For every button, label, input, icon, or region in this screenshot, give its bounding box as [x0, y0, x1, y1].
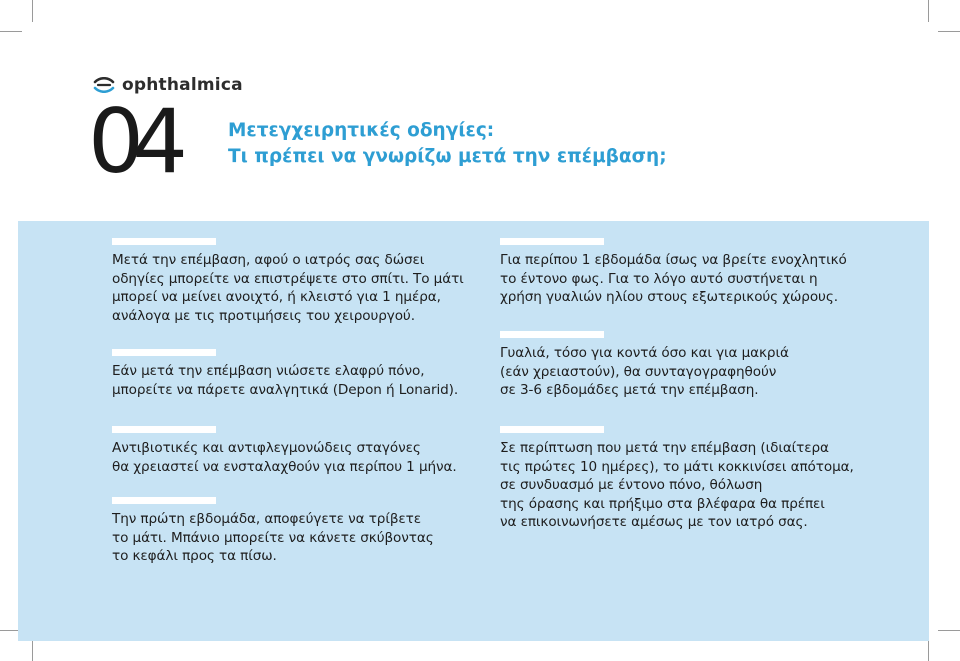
divider-bar	[112, 497, 216, 504]
brand-name: ophthalmica	[122, 75, 243, 95]
instruction-text: Μετά την επέμβαση, αφού ο ιατρός σας δώσει οδηγίες μπορείτε να επιστρέψετε στο σπίτι. Το μάτι μπορεί να μείνει ανοιχτό, ή κλειστό για 1 ημέρα, ανάλογα με τις προτιμήσεις του χειρουργού.	[112, 252, 464, 324]
title-line-2: Τι πρέπει να γνωρίζω μετά την επέμβαση;	[228, 146, 667, 167]
crop-mark	[32, 0, 33, 22]
instruction-item	[500, 331, 880, 400]
title-line-1: Μετεγχειρητικές οδηγίες:	[228, 120, 495, 141]
instruction-text: Σε περίπτωση που μετά την επέμβαση (ιδιαίτερα τις πρώτες 10 ημέρες), το μάτι κοκκινίσει απότομα, σε συνδυασμό με έντονο πόνο, θόλωση της όρασης και πρήξιμο στα βλέφαρα θα πρέπει να επικοινωνήσετε αμέσως με τον ιατρό σας.	[500, 440, 854, 531]
crop-mark	[32, 639, 33, 661]
divider-bar	[112, 426, 216, 433]
instruction-item	[112, 349, 492, 399]
instruction-item	[500, 426, 880, 532]
crop-mark	[928, 639, 929, 661]
crop-mark	[938, 31, 960, 32]
instruction-text: Εάν μετά την επέμβαση νιώσετε ελαφρύ πόνο, μπορείτε να πάρετε αναλγητικά (Depon ή Lonarid).	[112, 363, 459, 398]
instruction-text: Γυαλιά, τόσο για κοντά όσο και για μακριά (εάν χρειαστούν), θα συνταγογραφηθούν σε 3-6 εβδομάδες μετά την επέμβαση.	[500, 345, 789, 399]
instruction-item	[112, 426, 492, 476]
instruction-item	[112, 238, 492, 325]
page-title	[228, 118, 667, 170]
divider-bar	[500, 331, 604, 338]
instruction-item	[500, 238, 880, 307]
crop-mark	[928, 0, 929, 22]
section-number: 04	[88, 90, 176, 193]
crop-mark	[0, 31, 22, 32]
instruction-text: Για περίπου 1 εβδομάδα ίσως να βρείτε ενοχλητικό το έντονο φως. Για το λόγο αυτό συστήνεται η χρήση γυαλιών ηλίου στους εξωτερικούς χώρους.	[500, 252, 847, 306]
divider-bar	[112, 238, 216, 245]
divider-bar	[500, 426, 604, 433]
divider-bar	[112, 349, 216, 356]
instruction-text: Την πρώτη εβδομάδα, αποφεύγετε να τρίβετε το μάτι. Μπάνιο μπορείτε να κάνετε σκύβοντας το κεφάλι προς τα πίσω.	[112, 511, 434, 565]
crop-mark	[938, 630, 960, 631]
divider-bar	[500, 238, 604, 245]
instruction-item	[112, 497, 492, 566]
instruction-text: Αντιβιοτικές και αντιφλεγμονώδεις σταγόνες θα χρειαστεί να ενσταλαχθούν για περίπου 1 μήνα.	[112, 440, 457, 475]
